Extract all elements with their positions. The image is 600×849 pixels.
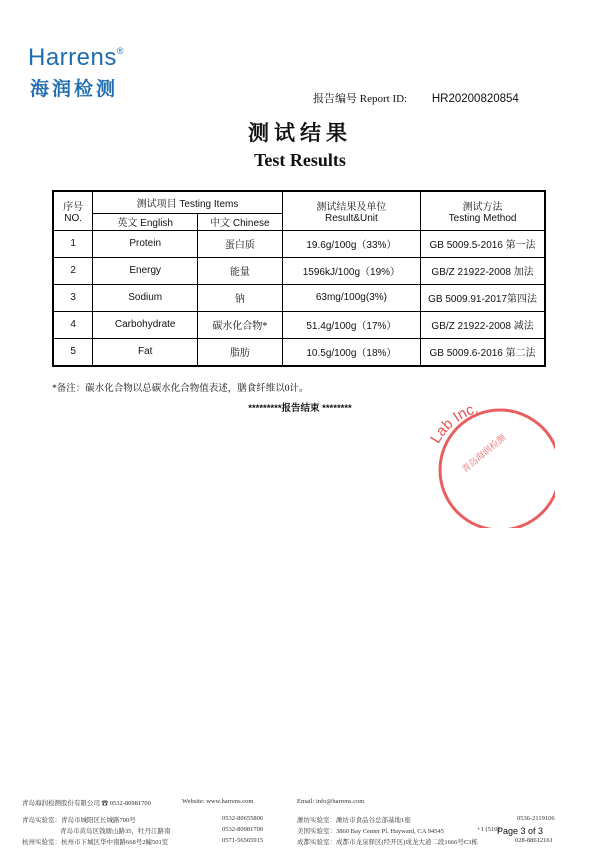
page-number: Page 3 of 3 [497, 826, 544, 836]
row-chinese: 能量 [198, 257, 283, 284]
company-seal-stamp [405, 398, 555, 528]
table-row [53, 311, 545, 338]
footer-email: Email: info@harrens.com [297, 798, 365, 805]
footer-company: 青岛海润检测股份有限公司 ☎ 0532-80981700 [22, 800, 151, 807]
row-chinese: 钠 [198, 284, 283, 311]
report-end-mark: *********报告结束 ******** [248, 403, 352, 414]
row-chinese: 蛋白质 [198, 230, 283, 257]
table-row [53, 338, 545, 366]
row-no: 4 [53, 311, 93, 338]
brand-logo-en: Harrens® [28, 44, 124, 71]
header-result: 测试结果及单位 Result&Unit [282, 191, 420, 230]
page-title-en: Test Results [254, 150, 346, 170]
row-english: Energy [93, 257, 198, 284]
row-chinese: 碳水化合物* [198, 311, 283, 338]
header-testing-items: 测试项目 Testing Items [93, 191, 282, 213]
footer-contact-line [22, 798, 365, 807]
brand-logo-cn: 海润检测 [30, 78, 119, 100]
row-no: 2 [53, 257, 93, 284]
report-id [313, 90, 519, 106]
row-no: 1 [53, 230, 93, 257]
report-id-value: HR20200820854 [431, 93, 519, 105]
stamp-inner-text: 青岛海润检测 [460, 432, 509, 476]
page-title-cn: 测试结果 [248, 121, 352, 145]
table-row [53, 257, 545, 284]
footer-lab-row: 杭州实验室：杭州市下城区华中南路668号2幢501室 0571-56565915 成都实验室：成都市龙泉驿区(经开区)成龙大道二段1666号C3栋 028-88612161 [22, 837, 553, 846]
row-chinese: 脂肪 [198, 338, 283, 366]
row-method: GB 5009.91-2017第四法 [421, 284, 545, 311]
row-method: GB 5009.6-2016 第二法 [421, 338, 545, 366]
footer-lab-row: 青岛实验室：青岛市城阳区长城路700号 0532-80655806 潍坊实验室：潍坊市食品谷总部基地1座 0536-2119106 [22, 815, 555, 824]
footer-lab-row: 青岛市黄岛区钱塘山路35，牡丹江路南 0532-80981700 美国实验室：3860 Bay Center Pl. Hayward, CA 94545 +1 (510) [60, 826, 500, 835]
row-result: 19.6g/100g（33%） [282, 230, 420, 257]
row-method: GB/Z 21922-2008 减法 [421, 311, 545, 338]
footer-website: Website: www.harrens.com [182, 798, 254, 805]
row-result: 10.5g/100g（18%） [282, 338, 420, 366]
results-table [52, 190, 546, 367]
row-method: GB/Z 21922-2008 加法 [421, 257, 545, 284]
report-id-label: 报告编号 Report ID: [313, 93, 408, 105]
row-result: 63mg/100g(3%) [282, 284, 420, 311]
table-row [53, 230, 545, 257]
header-method: 测试方法 Testing Method [421, 191, 545, 230]
row-english: Protein [93, 230, 198, 257]
row-result: 51.4g/100g（17%） [282, 311, 420, 338]
row-no: 3 [53, 284, 93, 311]
table-footnote: *备注：碳水化合物以总碳水化合物值表述，膳食纤维以0计。 [52, 384, 309, 394]
header-english: 英文 English [93, 213, 198, 230]
row-english: Sodium [93, 284, 198, 311]
stamp-arc-text: Lab Inc. [427, 399, 481, 447]
table-row [53, 284, 545, 311]
header-no: 序号 NO. [53, 191, 93, 230]
row-result: 1596kJ/100g（19%） [282, 257, 420, 284]
row-no: 5 [53, 338, 93, 366]
row-method: GB 5009.5-2016 第一法 [421, 230, 545, 257]
row-english: Carbohydrate [93, 311, 198, 338]
row-english: Fat [93, 338, 198, 366]
header-chinese: 中文 Chinese [198, 213, 283, 230]
